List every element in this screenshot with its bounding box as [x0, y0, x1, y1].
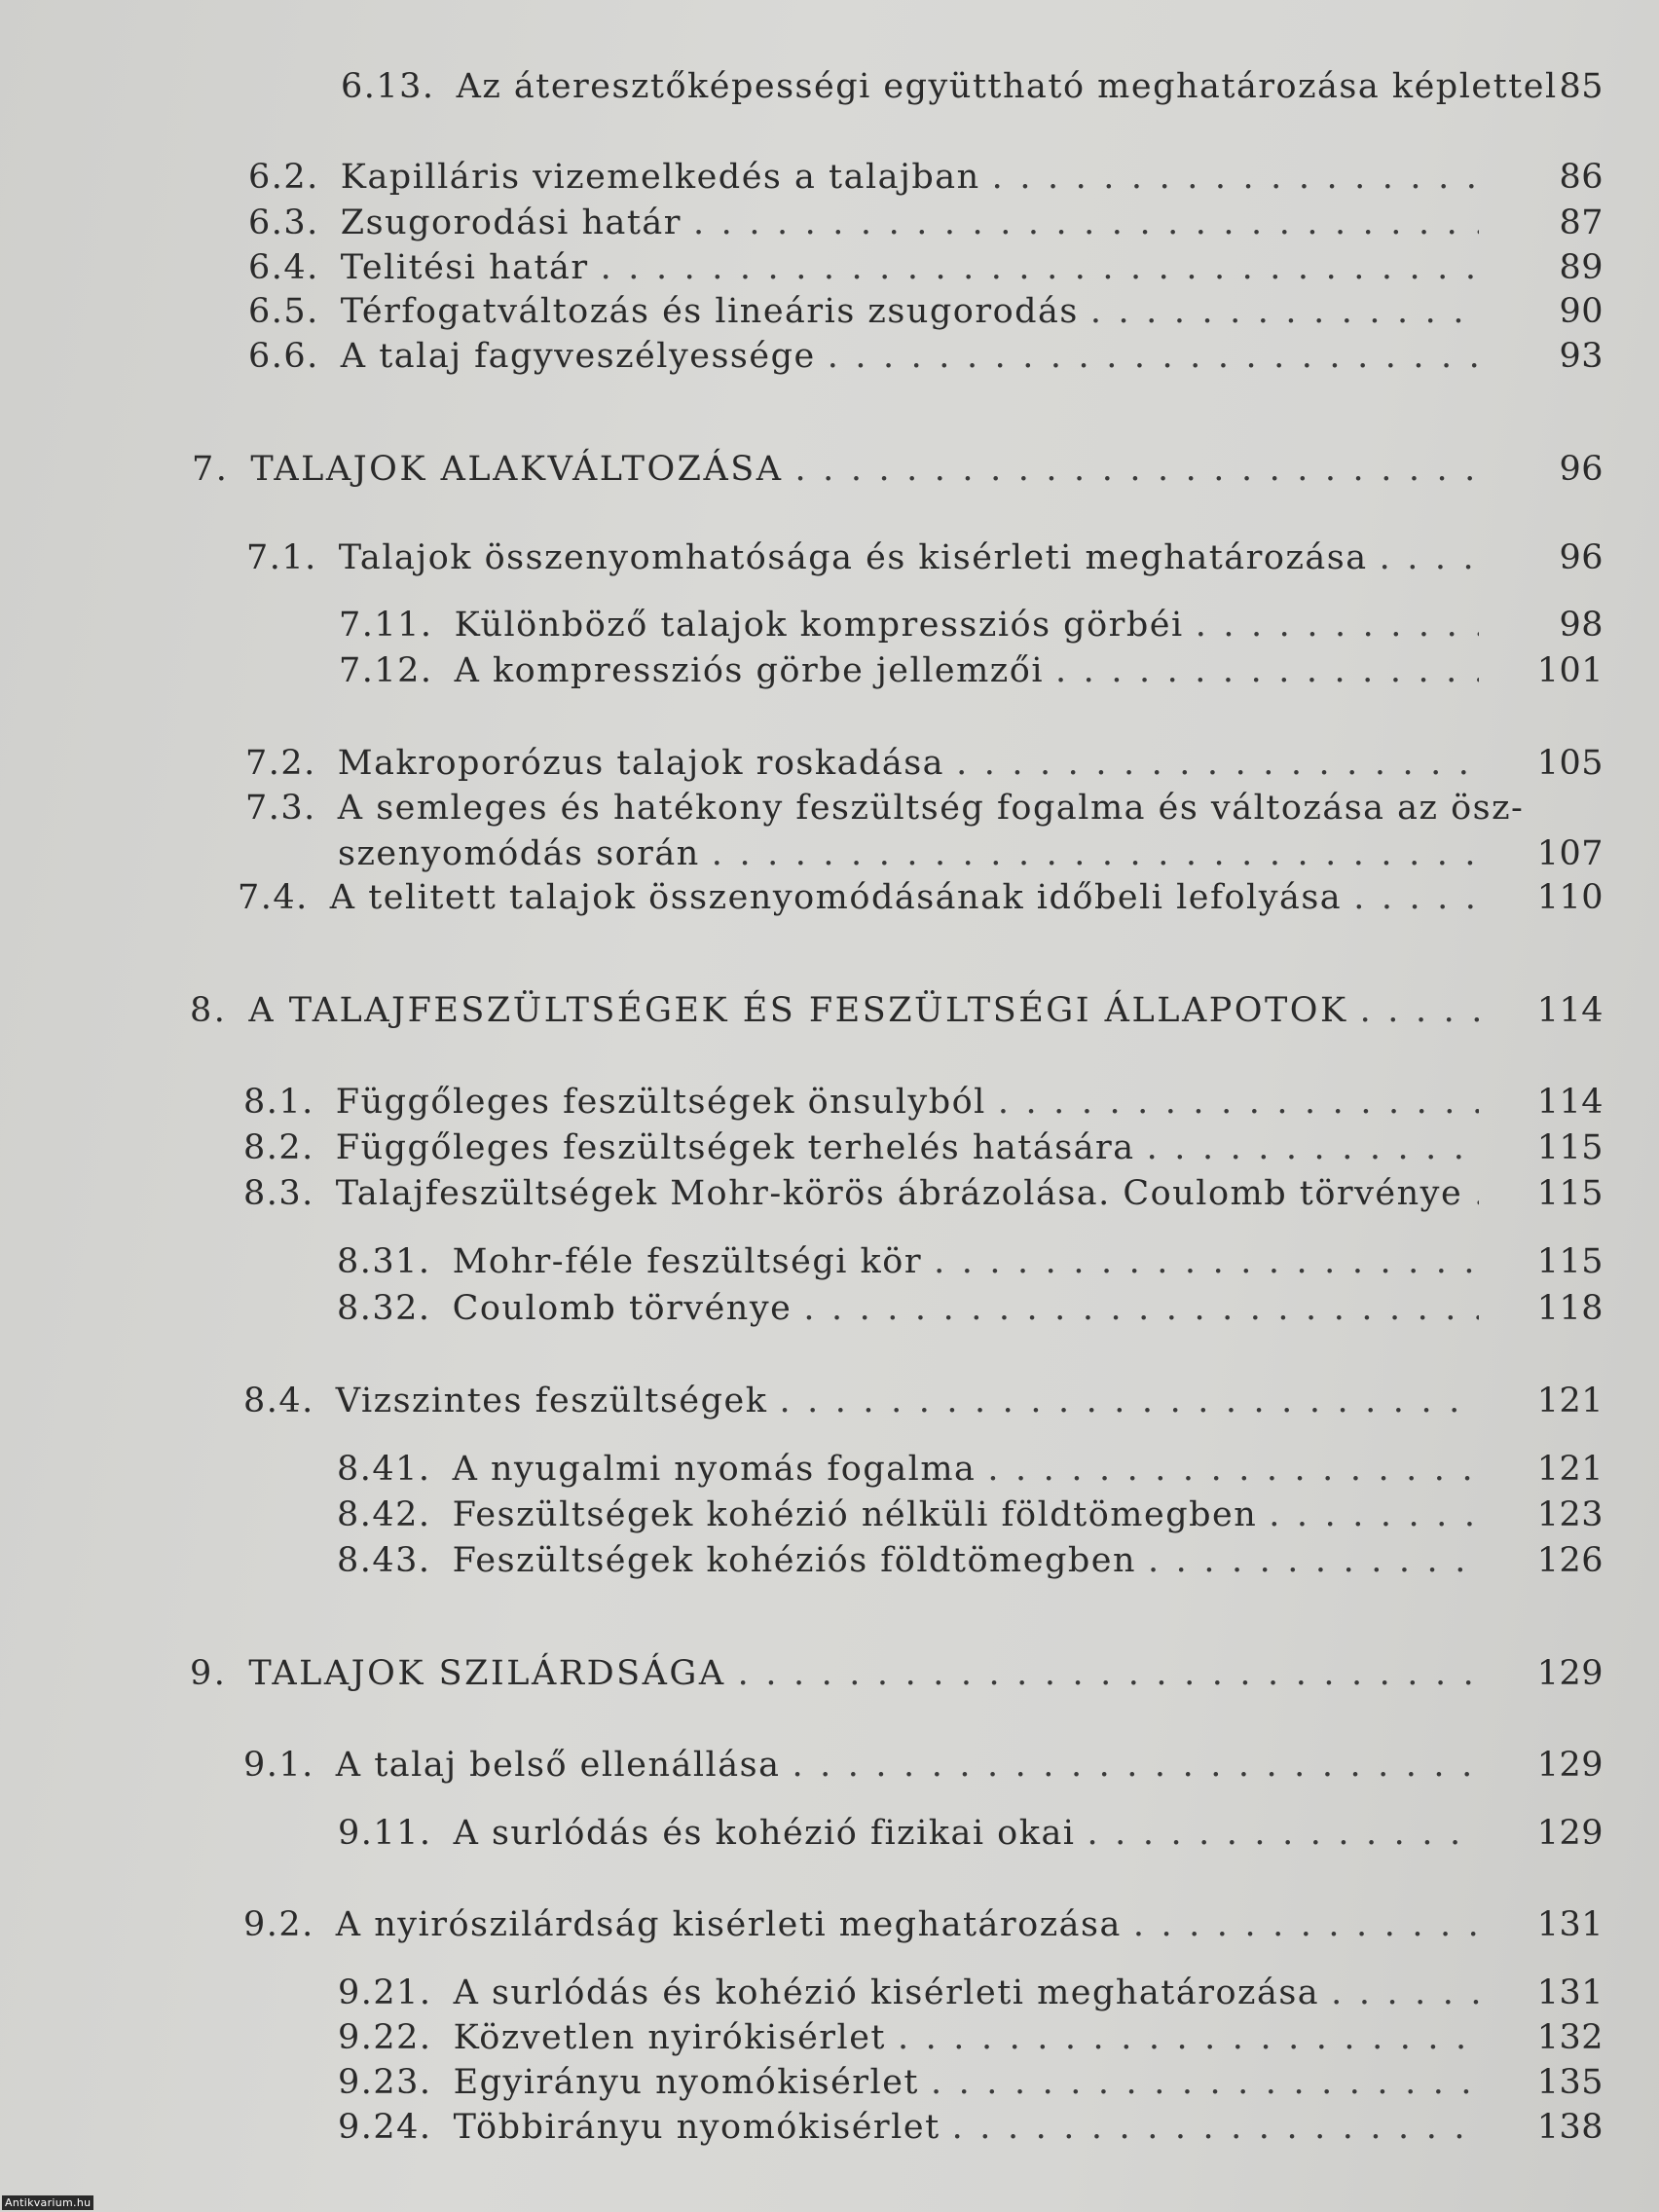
toc-page-number: 121: [1536, 1450, 1604, 1489]
toc-title: A telitett talajok összenyomódásának időbeli lefolyása: [329, 878, 1343, 917]
toc-title: Térfogatváltozás és lineáris zsugorodás: [340, 292, 1079, 331]
dot-leader: [693, 206, 1479, 240]
toc-entry-8-41: [337, 1450, 1485, 1489]
dot-leader: [931, 2066, 1479, 2100]
toc-number: 9.22.: [338, 2018, 432, 2057]
toc-title: A nyugalmi nyomás fogalma: [452, 1450, 977, 1489]
toc-number: 9.24.: [338, 2108, 432, 2147]
toc-title: Függőleges feszültségek önsulyból: [335, 1083, 986, 1122]
toc-page-number: 132: [1536, 2018, 1604, 2057]
watermark: Antikvarium.hu: [2, 2195, 93, 2210]
toc-entry-6-5: [248, 292, 1485, 331]
toc-entry-8-4: [243, 1384, 1485, 1419]
toc-number: 8.3.: [243, 1174, 314, 1213]
toc-page-number: 96: [1559, 450, 1604, 489]
toc-title: Feszültségek kohézió nélküli földtömegben: [452, 1495, 1258, 1534]
toc-number: 8.32.: [337, 1289, 431, 1328]
dot-leader: [1088, 1817, 1479, 1851]
toc-title: Az áteresztőképességi együttható meghatározása képlettel: [456, 67, 1558, 106]
dot-leader: [738, 1657, 1479, 1691]
toc-page-number: 123: [1536, 1495, 1604, 1534]
dot-leader: [987, 1453, 1479, 1487]
toc-number: 7.11.: [339, 606, 433, 645]
toc-title: Különböző talajok kompressziós görbéi: [454, 606, 1184, 645]
dot-leader: [1133, 1908, 1479, 1942]
toc-entry-6-4: [248, 248, 1485, 287]
toc-page-number: 98: [1559, 606, 1604, 645]
toc-entry-7-12: [339, 651, 1485, 690]
toc-number: 9.: [190, 1654, 228, 1693]
toc-page-number: 96: [1559, 538, 1604, 577]
toc-title: Vizszintes feszültségek: [335, 1382, 768, 1420]
toc-title: Feszültségek kohéziós földtömegben: [452, 1541, 1137, 1580]
toc-number: 8.2.: [243, 1128, 314, 1167]
dot-leader: [779, 1384, 1479, 1419]
dot-leader: [1353, 881, 1479, 915]
dot-leader: [1380, 541, 1479, 575]
toc-page-number: 131: [1536, 1905, 1604, 1944]
toc-title: Talajfeszültségek Mohr-körös ábrázolása. Coulomb törvénye: [335, 1174, 1463, 1213]
dot-leader: [795, 453, 1479, 487]
toc-number: 9.11.: [338, 1814, 432, 1853]
toc-title: szenyomódás során: [338, 834, 700, 873]
dot-leader: [934, 1245, 1479, 1279]
dot-leader: [1055, 654, 1479, 688]
toc-entry-8-32: [337, 1289, 1485, 1328]
toc-number: 7.4.: [238, 878, 309, 917]
dot-leader: [803, 1292, 1479, 1326]
toc-page-number: 90: [1559, 292, 1604, 331]
toc-entry-8-43: [337, 1541, 1485, 1580]
toc-number: 6.5.: [248, 292, 319, 331]
toc-number: 6.3.: [248, 203, 319, 242]
toc-entry-6-13: [341, 67, 1558, 106]
toc-title: Függőleges feszültségek terhelés hatására: [335, 1128, 1135, 1167]
toc-entry-7-3: [245, 789, 1525, 828]
toc-title: A nyirószilárdság kisérleti meghatározása: [335, 1905, 1122, 1944]
toc-page-number: 129: [1536, 1814, 1604, 1853]
toc-page-number: 118: [1536, 1289, 1604, 1328]
toc-title: Talajok összenyomhatósága és kisérleti meghatározása: [338, 538, 1368, 577]
dot-leader: [1147, 1131, 1479, 1165]
toc-number: 8.4.: [243, 1382, 314, 1420]
toc-entry-9-21: [338, 1973, 1485, 2012]
toc-entry-8-42: [337, 1495, 1485, 1534]
dot-leader: [1331, 1976, 1479, 2010]
toc-number: 6.4.: [248, 248, 319, 287]
dot-leader: [712, 837, 1479, 871]
toc-entry-6-2: [248, 158, 1485, 197]
toc-page-number: 131: [1536, 1973, 1604, 2012]
toc-title: A semleges és hatékony feszültség fogalma és változása az ösz-: [337, 789, 1525, 828]
toc-page-number: 114: [1536, 991, 1604, 1030]
toc-entry-9-24: [338, 2108, 1485, 2147]
toc-title: A talaj belső ellenállása: [335, 1746, 781, 1785]
toc-title: Mohr-féle feszültségi kör: [452, 1242, 923, 1281]
toc-page-number: 87: [1559, 203, 1604, 242]
toc-title: TALAJOK SZILÁRDSÁGA: [248, 1654, 726, 1693]
toc-page-number: 121: [1536, 1382, 1604, 1420]
toc-number: 8.31.: [337, 1242, 431, 1281]
toc-title: A kompressziós görbe jellemzői: [454, 651, 1045, 690]
toc-number: 7.3.: [245, 789, 316, 828]
toc-page-number: 114: [1536, 1083, 1604, 1122]
toc-number: 6.2.: [248, 158, 319, 197]
toc-title: A surlódás és kohézió kisérleti meghatározása: [453, 1973, 1320, 2012]
toc-entry-6-6: [248, 337, 1485, 376]
toc-page-number: 126: [1536, 1541, 1604, 1580]
dot-leader: [828, 340, 1479, 374]
toc-entry-9-11: [338, 1814, 1485, 1853]
toc-number: 7.: [192, 450, 230, 489]
toc-title: Zsugorodási határ: [340, 203, 682, 242]
toc-entry-7-1: [246, 538, 1485, 577]
toc-number: 9.2.: [243, 1905, 314, 1944]
toc-page-number: 85: [1559, 67, 1604, 106]
toc-entry-8-1: [243, 1083, 1485, 1122]
toc-entry-7-11: [339, 608, 1485, 643]
toc-page-number: 105: [1536, 744, 1604, 783]
dot-leader: [1196, 608, 1479, 643]
dot-leader: [998, 1086, 1479, 1120]
toc-number: 7.12.: [339, 651, 433, 690]
dot-leader: [792, 1749, 1479, 1783]
toc-entry-8-3: [243, 1174, 1485, 1213]
toc-page-number: 135: [1536, 2063, 1604, 2102]
dot-leader: [601, 251, 1479, 285]
toc-page-number: 138: [1536, 2108, 1604, 2147]
toc-chapter-9: [190, 1654, 1485, 1693]
toc-entry-9-23: [338, 2063, 1485, 2102]
toc-entry-8-2: [243, 1128, 1485, 1167]
dot-leader: [1090, 295, 1479, 329]
toc-title: Egyirányu nyomókisérlet: [453, 2063, 919, 2102]
toc-page-number: 129: [1536, 1746, 1604, 1785]
toc-title: Közvetlen nyirókisérlet: [453, 2018, 886, 2057]
toc-page-number: 93: [1559, 337, 1604, 376]
dot-leader: [992, 161, 1479, 195]
toc-number: 9.1.: [243, 1746, 314, 1785]
dot-leader: [1148, 1544, 1479, 1578]
dot-leader: [956, 747, 1479, 781]
toc-chapter-7: [192, 450, 1485, 489]
toc-title: Többirányu nyomókisérlet: [453, 2108, 940, 2147]
toc-page-number: 89: [1559, 248, 1604, 287]
toc-title: Telitési határ: [340, 248, 589, 287]
toc-page-number: 101: [1536, 651, 1604, 690]
toc-number: 8.43.: [337, 1541, 431, 1580]
toc-number: 9.23.: [338, 2063, 432, 2102]
toc-chapter-8: [190, 991, 1485, 1030]
toc-entry-9-22: [338, 2018, 1485, 2057]
toc-entry-7-3-continuation: [338, 834, 1485, 873]
toc-number: 8.: [190, 991, 228, 1030]
toc-number: 8.1.: [243, 1083, 314, 1122]
toc-number: 9.21.: [338, 1973, 432, 2012]
dot-leader: [952, 2111, 1479, 2145]
dot-leader: [1474, 1177, 1479, 1211]
toc-number: 7.2.: [245, 744, 316, 783]
toc-title: A TALAJFESZÜLTSÉGEK ÉS FESZÜLTSÉGI ÁLLAPOTOK: [248, 991, 1348, 1030]
toc-title: Makroporózus talajok roskadása: [337, 744, 945, 783]
toc-page-number: 115: [1536, 1174, 1604, 1213]
toc-title: A talaj fagyveszélyessége: [340, 337, 816, 376]
toc-title: Coulomb törvénye: [452, 1289, 793, 1328]
toc-number: 8.42.: [337, 1495, 431, 1534]
toc-number: 7.1.: [246, 538, 317, 577]
toc-number: 6.6.: [248, 337, 319, 376]
toc-title: Kapilláris vizemelkedés a talajban: [340, 158, 980, 197]
toc-number: 6.13.: [341, 67, 435, 106]
toc-entry-9-2: [243, 1905, 1485, 1944]
toc-page-number: 110: [1536, 878, 1604, 917]
toc-number: 8.41.: [337, 1450, 431, 1489]
toc-page-number: 115: [1536, 1128, 1604, 1167]
toc-entry-8-31: [337, 1242, 1485, 1281]
toc-entry-7-2: [245, 744, 1485, 783]
toc-entry-9-1: [243, 1746, 1485, 1785]
toc-page-number: 107: [1536, 834, 1604, 873]
toc-entry-6-3: [248, 203, 1485, 242]
toc-entry-7-4: [238, 878, 1485, 917]
dot-leader: [898, 2021, 1479, 2055]
toc-page-number: 129: [1536, 1654, 1604, 1693]
toc-page-number: 115: [1536, 1242, 1604, 1281]
toc-page-number: 86: [1559, 158, 1604, 197]
dot-leader: [1360, 994, 1479, 1028]
toc-title: TALAJOK ALAKVÁLTOZÁSA: [250, 450, 784, 489]
dot-leader: [1269, 1498, 1479, 1532]
toc-title: A surlódás és kohézió fizikai okai: [453, 1814, 1076, 1853]
